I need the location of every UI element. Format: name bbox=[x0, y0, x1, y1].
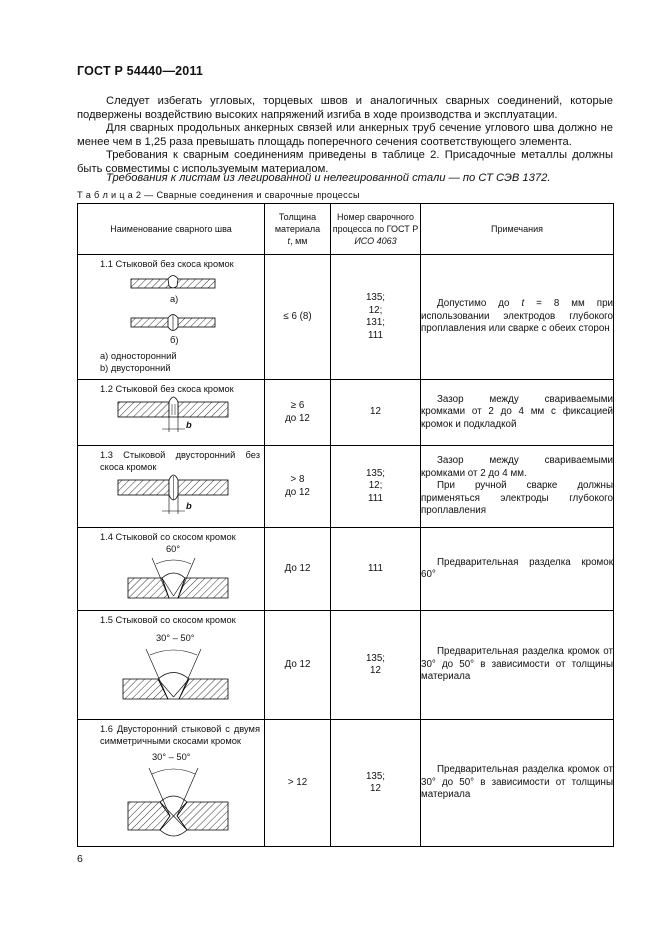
header-notes: Примечания bbox=[421, 204, 614, 255]
row-1-6-thickness: > 12 bbox=[265, 720, 331, 847]
intro-paragraph-4: Требования к листам из легированной и нелегированной стали — по СТ СЭВ 1372. bbox=[106, 172, 551, 184]
header-name: Наименование сварного шва bbox=[78, 204, 265, 255]
row-1-3-thickness: > 8 до 12 bbox=[265, 446, 331, 528]
row-1-4-process: 111 bbox=[331, 528, 421, 611]
row-1-5-note: Предварительная разделка кромок от 30° до 50° в зависимости от толщины материала bbox=[421, 611, 614, 720]
row-1-6-process: 135; 12 bbox=[331, 720, 421, 847]
row-1-3-name: 1.3 Стыковой двусторонний без скоса кромок b bbox=[78, 446, 265, 528]
weld-diagram-1-6 bbox=[78, 720, 265, 846]
row-1-1-thickness: ≤ 6 (8) bbox=[265, 255, 331, 380]
row-1-1-note: Допустимо до t = 8 мм при использовании электродов глубокого проплавления или сварке с обеих сторон bbox=[421, 255, 614, 380]
row-1-6-note: Предварительная разделка кромок от 30° до 50° в зависимости от толщины материала bbox=[421, 720, 614, 847]
page-number: 6 bbox=[77, 853, 83, 865]
weld-diagram-1-2 bbox=[78, 380, 265, 445]
row-1-4-thickness: До 12 bbox=[265, 528, 331, 611]
intro-paragraph-1: Следует избегать угловых, торцевых швов и аналогичных сварных соединений, которые подвержены воздействию высоких напряжений изгиба в ходе производства и эксплуатации. bbox=[77, 95, 613, 121]
table-row bbox=[78, 380, 614, 446]
intro-paragraph-2: Для сварных продольных анкерных связей или анкерных труб сечение углового шва должно не менее чем в 1,25 раза превышать площадь поперечного сечения соответствующего элемента. bbox=[77, 122, 613, 148]
weld-diagram-1-3 bbox=[78, 446, 265, 527]
row-1-5-thickness: До 12 bbox=[265, 611, 331, 720]
row-1-2-name: 1.2 Стыковой без скоса кромок b bbox=[78, 380, 265, 446]
row-1-3-process: 135; 12; 111 bbox=[331, 446, 421, 528]
row-1-5-process: 135; 12 bbox=[331, 611, 421, 720]
intro-paragraph-3: Требования к сварным соединениям приведены в таблице 2. Присадочные металлы должны быть совместимы с используемым материалом. bbox=[77, 149, 613, 175]
row-1-4-name: 1.4 Стыковой со скосом кромок 60° bbox=[78, 528, 265, 611]
row-1-1-process: 135; 12; 131; 111 bbox=[331, 255, 421, 380]
row-1-3-note: Зазор между свариваемыми кромками от 2 до 4 мм. При ручной сварке должны применяться электроды глубокого проплавления bbox=[421, 446, 614, 528]
row-1-2-process: 12 bbox=[331, 380, 421, 446]
row-1-1-name: 1.1 Стыковой без скоса кромок а) б) a) односторонний b) двусторонний bbox=[78, 255, 265, 380]
table-row bbox=[78, 528, 614, 611]
row-1-4-note: Предварительная разделка кромок 60° bbox=[421, 528, 614, 611]
table-row bbox=[78, 611, 614, 720]
table-row bbox=[78, 255, 614, 380]
row-1-5-name: 1.5 Стыковой со скосом кромок 30° – 50° bbox=[78, 611, 265, 720]
table-row bbox=[78, 720, 614, 847]
welds-table bbox=[77, 203, 614, 847]
table-caption: Т а б л и ц а 2 — Сварные соединения и сварочные процессы bbox=[77, 190, 360, 200]
row-1-2-note: Зазор между свариваемыми кромками от 2 до 4 мм с фиксацией кромок и подкладкой bbox=[421, 380, 614, 446]
document-header: ГОСТ Р 54440—2011 bbox=[77, 64, 204, 78]
row-1-6-name: 1.6 Двусторонний стыковой с двумя симметричными скосами кромок 30° – 50° bbox=[78, 720, 265, 847]
weld-diagram-1-4 bbox=[78, 528, 265, 610]
row-1-2-thickness: ≥ 6 до 12 bbox=[265, 380, 331, 446]
table-header-row bbox=[78, 204, 614, 255]
weld-diagram-1-5 bbox=[78, 611, 265, 719]
header-thickness: Толщина материала t, мм bbox=[265, 204, 331, 255]
header-process: Номер сварочного процесса по ГОСТ Р ИСО 4063 bbox=[331, 204, 421, 255]
table-row bbox=[78, 446, 614, 528]
